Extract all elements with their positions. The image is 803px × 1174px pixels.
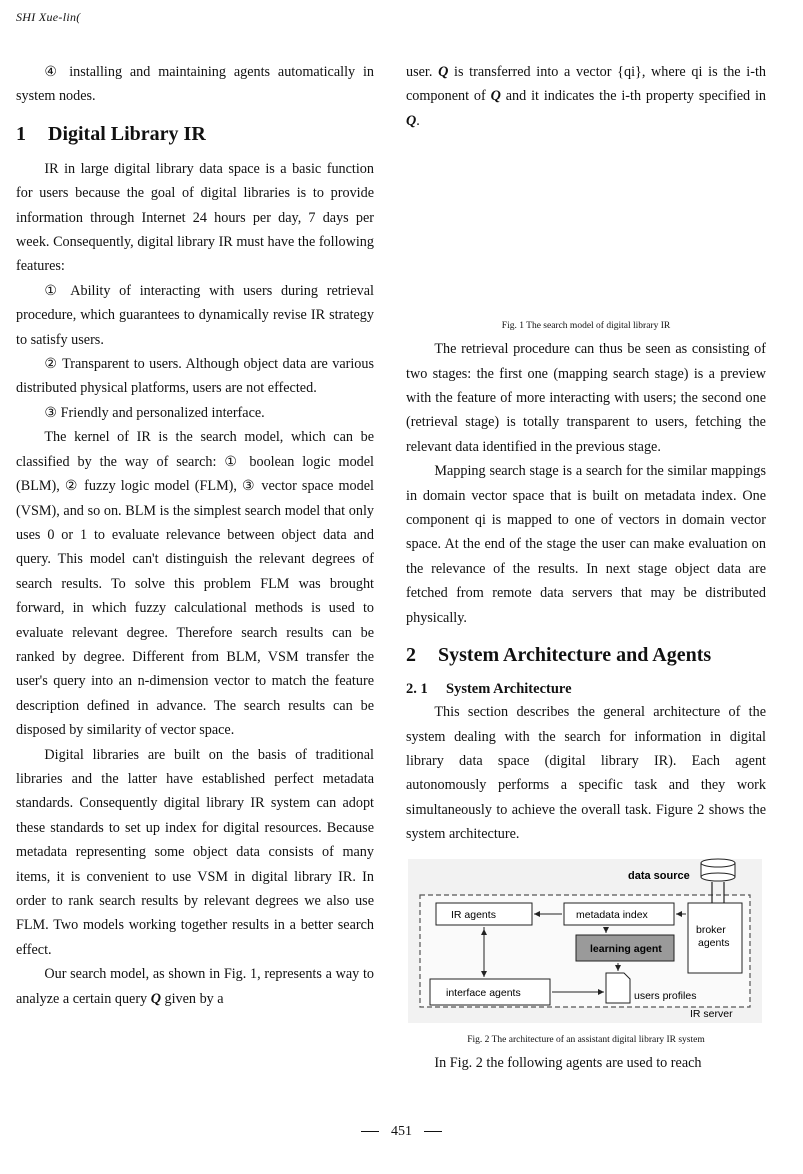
ir-intro-paragraph: IR in large digital library data space is a basic function for users because the goal of digital libraries is to provide information through Internet 24 hours per day, 7 days per week. Consequently, digital library IR must have the following features: (16, 160, 374, 275)
text-run: user. (406, 64, 433, 80)
text-run: . (416, 112, 420, 129)
section-number: 1 (16, 122, 26, 145)
feature-1: ① Ability of interacting with users during retrieval procedure, which guarantees to dynamically revise IR strategy to satisfy users. (16, 282, 374, 348)
data-source-label: data source (628, 869, 690, 882)
page-number (0, 1124, 803, 1140)
query-symbol: Q (438, 64, 449, 80)
document-icon (606, 973, 630, 1003)
query-symbol: Q (150, 990, 161, 1007)
dash (361, 1131, 379, 1132)
page-number-value: 451 (391, 1124, 412, 1139)
search-model-text: Our search model, as shown in Fig. 1, represents a way to analyze a certain query (16, 966, 374, 1007)
architecture-paragraph: This section describes the general architecture of the system dealing with the search for information in digital library data space (digital library IR). Each agent autonomously performs a specific task and they work simultaneously to achieve the overall task. Figure 2 shows the system architecture. (406, 704, 766, 843)
kernel-paragraph: The kernel of IR is the search model, which can be classified by the way of search: ① boolean logic model (BLM), ② fuzzy logic model (FLM), ③ vector space model (VSM), and so on. BLM is the simplest search model that only uses 0 or 1 to evaluate relevance between object data and query. This model can't distinguish the relevant degrees of search results. To solve this problem FLM was brought forward, in which fuzzy calculational methods is used to evaluate relevant degree. Therefore search results can be ranked by degree. Different from BLM, VSM transfer the user's query into an n-dimension vector to match the feature description defined in advance. The search results can be disposed by similarity of vector space. (16, 429, 374, 739)
query-symbol: Q (406, 112, 417, 129)
subsection-2-1-heading (406, 678, 766, 700)
broker-label-1: broker (696, 923, 726, 936)
section-title: System Architecture and Agents (438, 644, 712, 667)
interface-agents-label: interface agents (446, 986, 521, 999)
agents-item-4: ④ installing and maintaining agents automatically in system nodes. (16, 64, 374, 105)
right-column (406, 60, 766, 1075)
left-column (16, 60, 374, 1011)
broker-label-2: agents (698, 936, 730, 949)
section-number: 2 (406, 644, 416, 667)
metadata-index-label: metadata index (576, 908, 648, 921)
feature-2: ② Transparent to users. Although object data are various distributed physical platforms, users are not effected. (16, 356, 374, 397)
text-run: and it indicates the i-th property specified in (505, 88, 766, 105)
subsection-title: System Architecture (446, 681, 572, 698)
learning-agent-label: learning agent (590, 942, 662, 955)
query-symbol: Q (490, 88, 501, 105)
architecture-diagram (406, 855, 766, 1027)
search-model-text-end: given by a (164, 990, 224, 1007)
section-2-heading (406, 642, 766, 668)
users-profiles-label: users profiles (634, 989, 697, 1002)
ir-agents-label: IR agents (451, 908, 496, 921)
feature-3: ③ Friendly and personalized interface. (44, 404, 265, 421)
database-icon (701, 859, 735, 881)
user-query-paragraph (406, 60, 766, 133)
figure-2-caption: Fig. 2 The architecture of an assistant digital library IR system (467, 1034, 705, 1045)
fig2-agents-paragraph: In Fig. 2 the following agents are used to reach (434, 1054, 702, 1071)
figure-1-caption: Fig. 1 The search model of digital library IR (501, 321, 671, 332)
running-header: SHI Xue-lin( (16, 10, 81, 24)
section-title: Digital Library IR (48, 122, 206, 145)
search-model-paragraph (16, 962, 374, 1011)
digital-libraries-paragraph: Digital libraries are built on the basis of traditional libraries and the latter have established perfect metadata standards. Consequently digital library IR system can adopt these standards to set up index for digital resources. Because metadata representing some object data consists of many items, it is convenient to use VSM in digital library IR. In order to rank search results by relevant degrees we also use FLM. Two models working together results in a better search effect. (16, 746, 374, 958)
subsection-number: 2. 1 (406, 681, 428, 698)
ir-server-label: IR server (690, 1007, 733, 1020)
dash (424, 1131, 442, 1132)
mapping-paragraph: Mapping search stage is a search for the similar mappings in domain vector space that is built on metadata index. One component qi is mapped to one of vectors in domain vector space. At the end of the stage the user can make evaluation on the relevance of the results. In next stage object data are fetched from remote data servers that may be distributed physically. (406, 463, 766, 626)
text-run: is transferred into a vector {qi}, where qi is the i-th component of (406, 64, 766, 105)
retrieval-paragraph: The retrieval procedure can thus be seen as consisting of two stages: the first one (mapping search stage) is a preview with the feature of more interacting with users; the second one (retrieval stage) is totally transparent to users, fetching the relevant data identified in the previous stage. (406, 341, 766, 455)
section-1-heading (16, 121, 374, 147)
figure-1-area (406, 133, 766, 319)
figure-2 (406, 855, 766, 1027)
